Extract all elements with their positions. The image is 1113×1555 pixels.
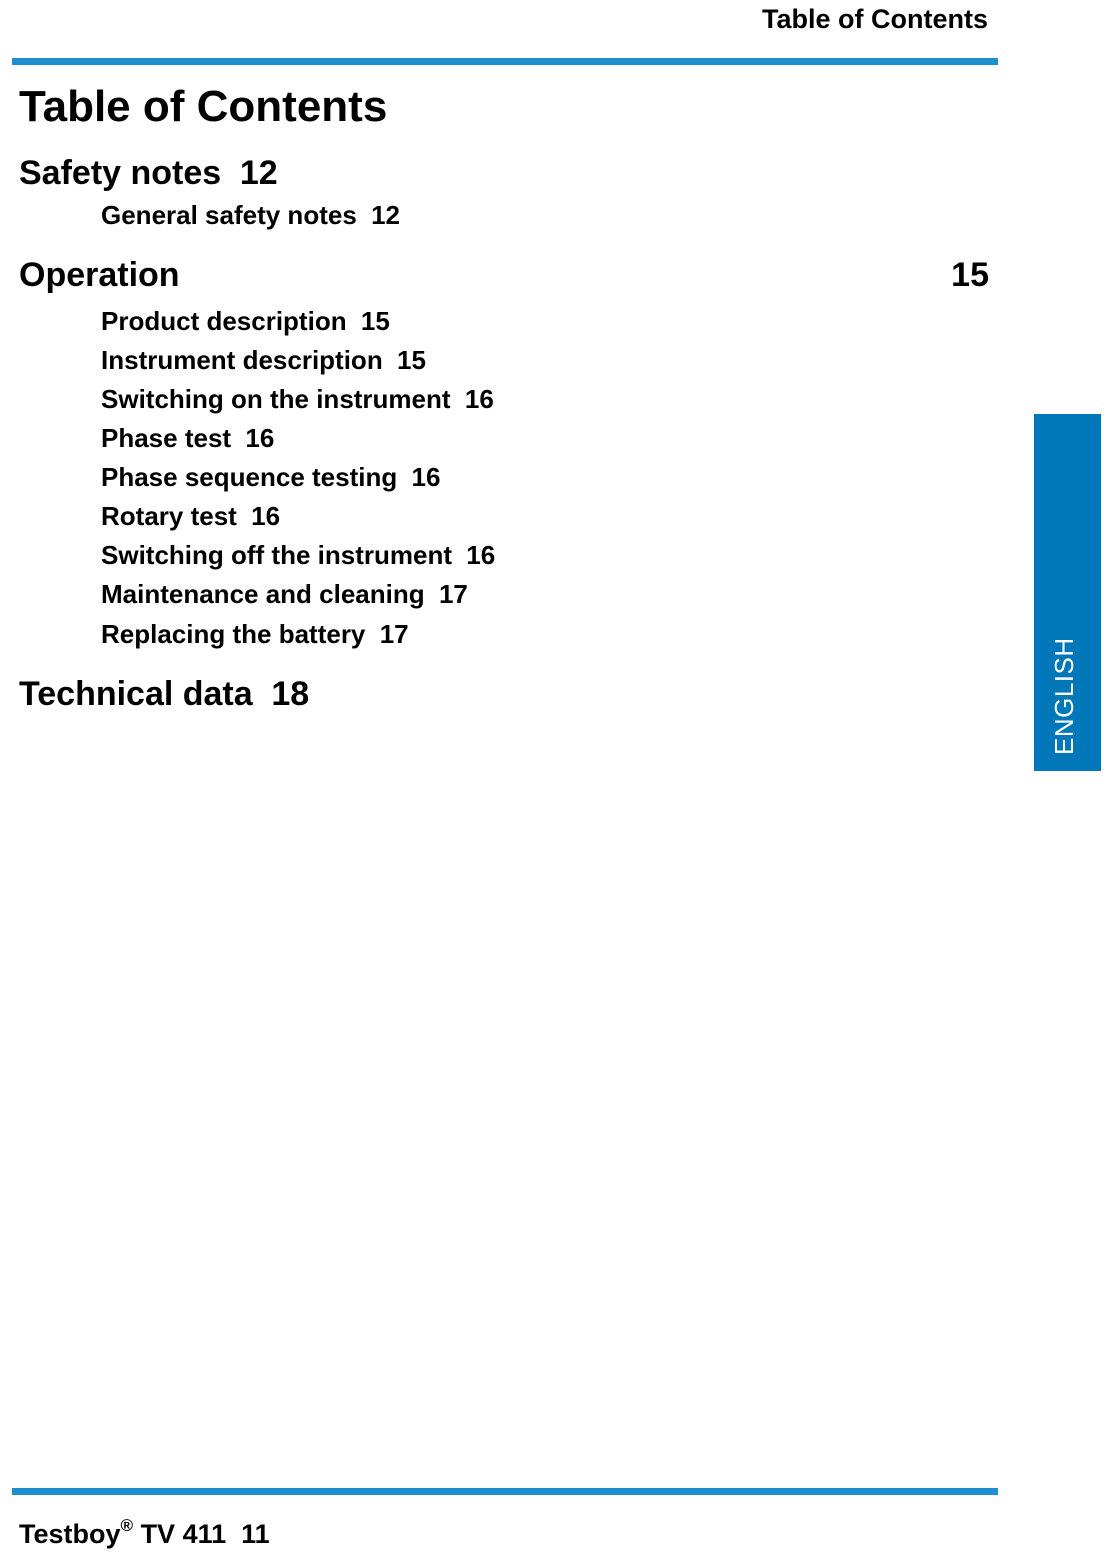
toc-section-operation[interactable] bbox=[19, 256, 989, 295]
toc-item-phase-sequence-testing[interactable] bbox=[101, 462, 440, 493]
toc-section-page: 18 bbox=[271, 675, 310, 713]
toc-item-label: General safety notes bbox=[101, 200, 357, 230]
toc-section-label: Operation bbox=[19, 256, 180, 294]
toc-item-rotary-test[interactable] bbox=[101, 501, 280, 532]
toc-section-safety-notes[interactable] bbox=[19, 154, 278, 193]
toc-item-page: 16 bbox=[251, 501, 281, 531]
toc-item-label: Phase test bbox=[101, 423, 232, 453]
toc-item-switching-on[interactable] bbox=[101, 384, 494, 415]
toc-item-label: Switching on the instrument bbox=[101, 384, 451, 414]
toc-item-label: Instrument description bbox=[101, 345, 383, 375]
registered-mark: ® bbox=[120, 1516, 134, 1535]
toc-item-switching-off[interactable] bbox=[101, 540, 495, 571]
toc-item-general-safety-notes[interactable] bbox=[101, 200, 400, 231]
toc-item-page: 15 bbox=[397, 345, 426, 375]
toc-item-label: Rotary test bbox=[101, 501, 237, 531]
toc-item-page: 16 bbox=[466, 540, 496, 570]
language-tab[interactable] bbox=[1034, 414, 1101, 771]
language-tab-label: ENGLISH bbox=[1048, 637, 1079, 755]
toc-item-replacing-battery[interactable] bbox=[101, 619, 409, 650]
toc-section-label: Technical data bbox=[19, 675, 253, 713]
toc-item-page: 17 bbox=[438, 579, 468, 609]
footer-page-number: 11 bbox=[241, 1519, 270, 1549]
toc-title: Table of Contents bbox=[19, 82, 388, 131]
footer-brand: Testboy bbox=[19, 1519, 121, 1549]
toc-item-phase-test[interactable] bbox=[101, 423, 274, 454]
toc-item-label: Maintenance and cleaning bbox=[101, 579, 425, 609]
running-header: Table of Contents bbox=[762, 4, 988, 34]
toc-item-page: 16 bbox=[464, 384, 494, 414]
toc-item-label: Switching off the instrument bbox=[101, 540, 452, 570]
footer bbox=[19, 1516, 270, 1550]
toc-item-page: 16 bbox=[245, 423, 275, 453]
toc-section-label: Safety notes bbox=[19, 154, 222, 192]
toc-item-instrument-description[interactable] bbox=[101, 345, 426, 376]
toc-item-page: 15 bbox=[360, 306, 390, 336]
bottom-rule bbox=[12, 1488, 998, 1495]
toc-item-page: 12 bbox=[371, 200, 400, 230]
toc-item-maintenance-cleaning[interactable] bbox=[101, 579, 468, 610]
footer-model: TV 411 bbox=[140, 1519, 227, 1549]
toc-item-product-description[interactable] bbox=[101, 306, 390, 337]
toc-item-label: Phase sequence testing bbox=[101, 462, 398, 492]
toc-item-label: Product description bbox=[101, 306, 347, 336]
toc-item-label: Replacing the battery bbox=[101, 619, 366, 649]
top-rule bbox=[12, 58, 998, 65]
toc-section-page: 15 bbox=[951, 256, 989, 294]
toc-item-page: 17 bbox=[379, 619, 409, 649]
toc-section-technical-data[interactable] bbox=[19, 675, 309, 714]
toc-section-page: 12 bbox=[239, 154, 278, 192]
toc-item-page: 16 bbox=[411, 462, 441, 492]
